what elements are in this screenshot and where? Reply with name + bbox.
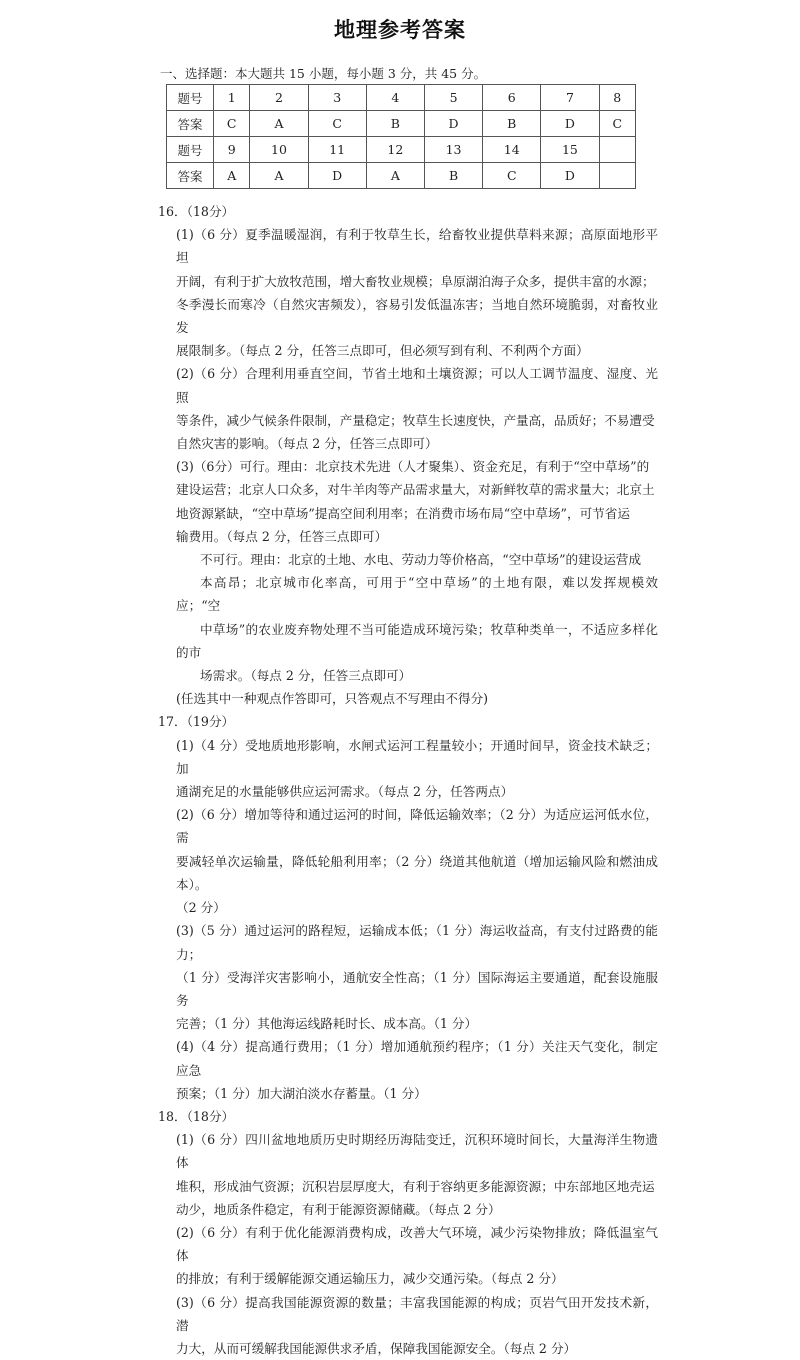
answer-cell: D [424,111,482,137]
answer-line: (任选其中一种观点作答即可，只答观点不写理由不得分) [176,691,489,707]
answer-line: 通湖充足的水量能够供应运河需求。（每点 2 分，任答两点） [176,784,514,800]
answer-cell [599,137,635,163]
answer-paragraph [176,1128,658,1221]
answer-line: 的排放；有利于缓解能源交通运输压力，减少交通污染。（每点 2 分） [176,1271,564,1287]
answer-cell: 15 [541,137,599,163]
answer-cell: 13 [424,137,482,163]
answer-paragraph [176,1221,658,1291]
row-header-cell: 题号 [167,137,214,163]
answer-cell: 9 [214,137,250,163]
page-title: 地理参考答案 [334,17,466,42]
answer-paragraph [176,1291,658,1360]
answer-line: 展限制多。（每点 2 分，任答三点即可，但必须写到有利、不利两个方面） [176,343,589,359]
answer-paragraph [176,1035,658,1105]
row-header-cell: 题号 [167,85,214,111]
answer-line: 开阔，有利于扩大放牧范围，增大畜牧业规模；阜原湖泊海子众多，提供丰富的水源； [176,273,655,289]
answer-paragraph [176,455,658,548]
answer-line: (2)（6 分）增加等待和通过运河的时间，降低运输效率；（2 分）为适应运河低水位，需 [176,807,658,846]
answer-cell: C [599,111,635,137]
answer-cell: B [424,163,482,189]
answer-line: 不可行。理由：北京的土地、水电、劳动力等价格高，“空中草场”的建设运营成 [200,552,642,568]
answer-table [166,84,636,189]
answer-line: 力大，从而可缓解我国能源供求矛盾，保障我国能源安全。（每点 2 分） [176,1340,577,1356]
answer-line: 堆积，形成油气资源；沉积岩层厚度大，有利于容纳更多能源资源；中东部地区地壳运 [176,1178,655,1194]
answer-paragraph [176,362,658,455]
answer-cell: A [366,163,424,189]
table-row [167,137,636,163]
row-header-cell: 答案 [167,111,214,137]
answer-line: 动少，地质条件稳定，有利于能源资源储藏。（每点 2 分） [176,1201,501,1217]
answer-line: 地资源紧缺，“空中草场”提高空间利用率；在消费市场布局“空中草场”，可节省运 [176,505,630,521]
answer-line: (1)（6 分）夏季温暖湿润，有利于牧草生长，给畜牧业提供草料来源；高原面地形平坦 [176,227,658,266]
answer-line: (3)（6分）可行。理由：北京技术先进（人才聚集）、资金充足，有利于“空中草场”的 [176,459,650,475]
answer-cell: C [308,111,366,137]
answer-line: 完善；（1 分）其他海运线路耗时长、成本高。（1 分） [176,1016,478,1032]
answer-cell: A [250,163,308,189]
answer-cell: A [250,111,308,137]
answer-cell: 5 [424,85,482,111]
answer-cell: B [483,111,541,137]
row-header-cell: 答案 [167,163,214,189]
answer-line: 本高昂；北京城市化率高，可用于“空中草场”的土地有限，难以发挥规模效应；“空 [176,575,658,614]
answer-line: 自然灾害的影响。（每点 2 分，任答三点即可） [176,436,438,452]
answer-cell: 10 [250,137,308,163]
table-row [167,85,636,111]
answer-cell: 14 [483,137,541,163]
question-16-answers [158,223,658,710]
answer-cell: C [214,111,250,137]
answer-line: 要减轻单次运输量，降低轮船利用率；（2 分）绕道其他航道（增加运输风险和燃油成本）。 [176,853,658,892]
answer-cell: D [541,111,599,137]
answer-cell [599,163,635,189]
answer-paragraph [176,734,658,804]
answer-line: (3)（6 分）提高我国能源资源的数量；丰富我国能源的构成；页岩气田开发技术新，潜 [176,1294,658,1333]
table-row [167,111,636,137]
answer-line: (1)（6 分）四川盆地地质历史时期经历海陆变迁，沉积环境时间长，大量海洋生物遗体 [176,1132,658,1171]
section-heading: 一、选择题：本大题共 15 小题，每小题 3 分，共 45 分。 [160,66,487,81]
question-17-label: 17．（19分） [158,714,235,730]
answer-line: (1)（4 分）受地质地形影响，水闸式运河工程量较小；开通时间早，资金技术缺乏；加 [176,737,658,776]
answer-line: （1 分）受海洋灾害影响小，通航安全性高；（1 分）国际海运主要通道，配套设施服务 [176,969,658,1008]
answer-cell: D [308,163,366,189]
answer-cell: D [541,163,599,189]
answer-paragraph [176,919,658,1035]
question-16-label: 16．（18分） [158,204,235,219]
answer-line: (2)（6 分）有利于优化能源消费构成，改善大气环境，减少污染物排放；降低温室气体 [176,1224,658,1264]
answer-line: 冬季漫长而寒冷（自然灾害频发），容易引发低温冻害；当地自然环境脆弱，对畜牧业发 [176,296,658,336]
answer-cell: 6 [483,85,541,111]
answer-line: (3)（5 分）通过运河的路程短，运输成本低；（1 分）海运收益高，有支付过路费的能力； [176,923,658,962]
answer-cell: B [366,111,424,137]
answer-line: 中草场”的农业废弃物处理不当可能造成环境污染；牧草种类单一，不适应多样化的市 [176,621,658,660]
table-row [167,163,636,189]
answer-cell: 1 [214,85,250,111]
answer-paragraph [176,687,658,710]
answer-cell: 2 [250,85,308,111]
answer-line: (2)（6 分）合理利用垂直空间，节省土地和土壤资源；可以人工调节温度、湿度、光照 [176,366,658,405]
answer-paragraph [176,803,658,919]
question-17-answers [158,734,658,1105]
answer-paragraph [176,223,658,362]
answer-body [158,200,658,1360]
answer-line: 输费用。（每点 2 分，任答三点即可） [176,528,388,544]
answer-cell: 12 [366,137,424,163]
answer-cell: 3 [308,85,366,111]
answer-line: 等条件，减少气候条件限制，产量稳定；牧草生长速度快，产量高，品质好；不易遭受 [176,412,655,428]
answer-cell: C [483,163,541,189]
answer-line: (4)（4 分）提高通行费用；（1 分）增加通航预约程序；（1 分）关注天气变化，制定应急 [176,1039,658,1078]
answer-line: 预案；（1 分）加大湖泊淡水存蓄量。（1 分） [176,1085,427,1101]
answer-cell: 8 [599,85,635,111]
question-18-label: 18．（18分） [158,1108,235,1124]
answer-line: （2 分） [176,900,226,916]
answer-line: 场需求。（每点 2 分，任答三点即可） [200,668,412,684]
answer-cell: 4 [366,85,424,111]
answer-cell: 7 [541,85,599,111]
question-18-answers [158,1128,658,1360]
answer-paragraph [176,548,658,687]
answer-cell: A [214,163,250,189]
answer-cell: 11 [308,137,366,163]
answer-line: 建设运营；北京人口众多，对牛羊肉等产品需求量大，对新鲜牧草的需求量大；北京土 [176,482,655,498]
